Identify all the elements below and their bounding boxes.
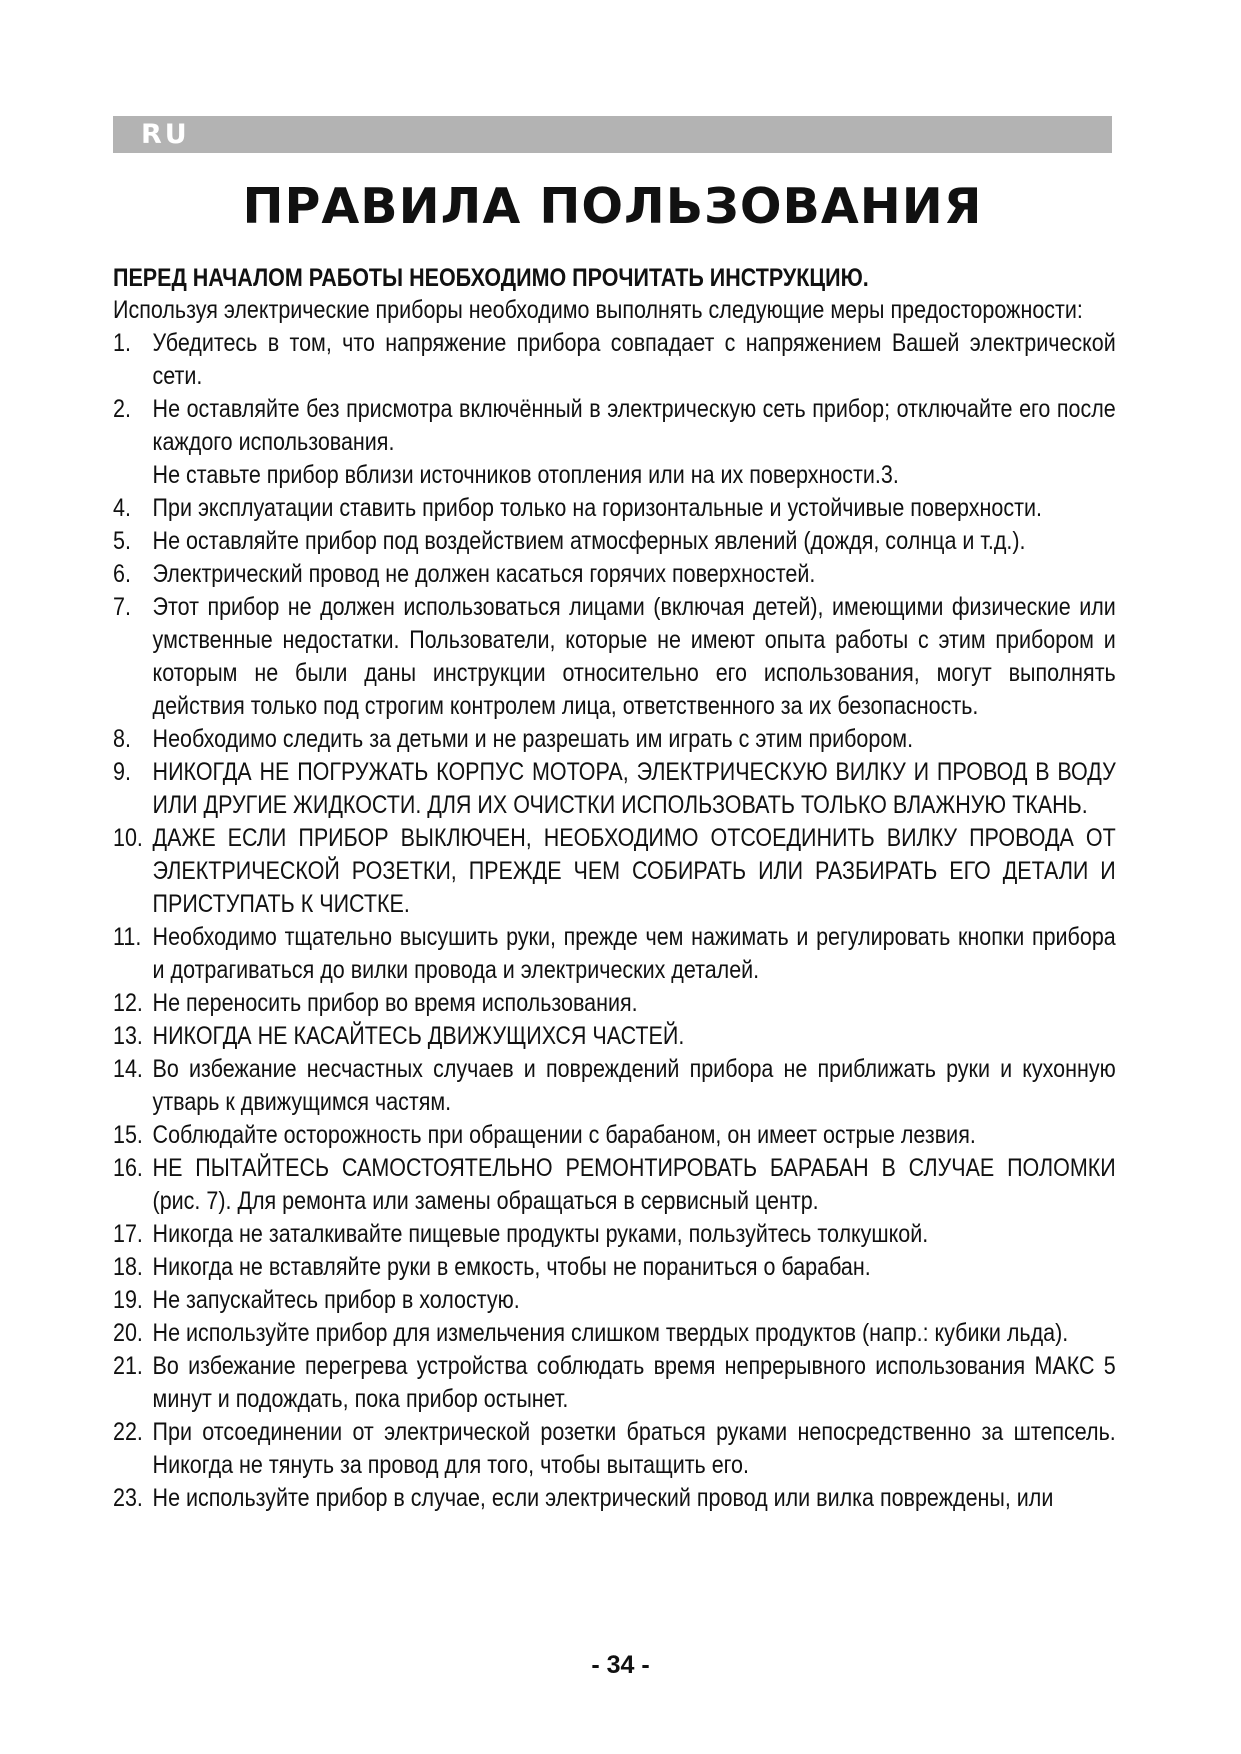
list-item: 7. Этот прибор не должен использоваться лицами (включая детей), имеющими физические или умственные недостатки. Пользователи, которые не имеют опыта работы с этим прибором и которым не были даны инструкции относительно его использования, могут выполнять действия только под строгим контролем лица, ответственного за их безопасность.: [113, 593, 1116, 720]
safety-rules-list: [113, 327, 1116, 1515]
list-item: 13. НИКОГДА НЕ КАСАЙТЕСЬ ДВИЖУЩИХСЯ ЧАСТЕЙ.: [113, 1022, 685, 1050]
list-item: 22. При отсоединении от электрической розетки браться руками непосредственно за штепсель. Никогда не тянуть за провод для того, чтобы вытащить его.: [113, 1418, 1116, 1479]
list-item: 1. Убедитесь в том, что напряжение прибора совпадает с напряжением Вашей электрической сети.: [113, 329, 1116, 390]
list-item: 2. Не оставляйте без присмотра включённый в электрическую сеть прибор; отключайте его после каждого использования.: [113, 395, 1116, 456]
list-item: 19. Не запускайтесь прибор в холостую.: [113, 1286, 520, 1314]
list-item: 8. Необходимо следить за детьми и не разрешать им играть с этим прибором.: [113, 725, 914, 753]
list-item: 12. Не переносить прибор во время использования.: [113, 989, 638, 1017]
list-item: 18. Никогда не вставляйте руки в емкость, чтобы не пораниться о барабан.: [113, 1253, 871, 1281]
list-item: 4. При эксплуатации ставить прибор только на горизонтальные и устойчивые поверхности.: [113, 494, 1042, 522]
list-item: 14. Во избежание несчастных случаев и повреждений прибора не приближать руки и кухонную утварь к движущимся частям.: [113, 1055, 1116, 1116]
list-item: 23. Не используйте прибор в случае, если электрический провод или вилка повреждены, или: [113, 1484, 1054, 1512]
intro-paragraph: Используя электрические приборы необходимо выполнять следующие меры предосторожности:: [113, 296, 1083, 324]
list-item: 11. Необходимо тщательно высушить руки, прежде чем нажимать и регулировать кнопки прибора и дотрагиваться до вилки провода и электрических деталей.: [113, 923, 1116, 984]
list-item: Не ставьте прибор вблизи источников отопления или на их поверхности.3.: [152, 461, 899, 489]
list-item: 9. НИКОГДА НЕ ПОГРУЖАТЬ КОРПУС МОТОРА, ЭЛЕКТРИЧЕСКУЮ ВИЛКУ И ПРОВОД В ВОДУ ИЛИ ДРУГИЕ ЖИДКОСТИ. ДЛЯ ИХ ОЧИСТКИ ИСПОЛЬЗОВАТЬ ТОЛЬКО ВЛАЖНУЮ ТКАНЬ.: [113, 758, 1116, 819]
page-title: ПРАВИЛА ПОЛЬЗОВАНИЯ: [242, 178, 983, 235]
lead-heading: ПЕРЕД НАЧАЛОМ РАБОТЫ НЕОБХОДИМО ПРОЧИТАТЬ ИНСТРУКЦИЮ.: [113, 264, 869, 292]
content: [113, 262, 1116, 1515]
list-item: 15. Соблюдайте осторожность при обращении с барабаном, он имеет острые лезвия.: [113, 1121, 976, 1149]
list-item: 20. Не используйте прибор для измельчения слишком твердых продуктов (напр.: кубики льда).: [113, 1319, 1069, 1347]
list-item: 17. Никогда не заталкивайте пищевые продукты руками, пользуйтесь толкушкой.: [113, 1220, 929, 1248]
page-number: - 34 -: [591, 1651, 650, 1679]
list-item: 5. Не оставляйте прибор под воздействием атмосферных явлений (дождя, солнца и т.д.).: [113, 527, 1026, 555]
list-item: 10. ДАЖЕ ЕСЛИ ПРИБОР ВЫКЛЮЧЕН, НЕОБХОДИМО ОТСОЕДИНИТЬ ВИЛКУ ПРОВОДА ОТ ЭЛЕКТРИЧЕСКОЙ РОЗЕТКИ, ПРЕЖДЕ ЧЕМ СОБИРАТЬ ИЛИ РАЗБИРАТЬ ЕГО ДЕТАЛИ И ПРИСТУПАТЬ К ЧИСТКЕ.: [113, 824, 1116, 918]
list-item: 21. Во избежание перегрева устройства соблюдать время непрерывного использования МАКС 5 минут и подождать, пока прибор остынет.: [113, 1352, 1116, 1413]
list-item: 16. НЕ ПЫТАЙТЕСЬ САМОСТОЯТЕЛЬНО РЕМОНТИРОВАТЬ БАРАБАН В СЛУЧАЕ ПОЛОМКИ (рис. 7). Для ремонта или замены обращаться в сервисный центр.: [113, 1154, 1116, 1215]
list-item: 6. Электрический провод не должен касаться горячих поверхностей.: [113, 560, 816, 588]
language-code: RU: [141, 119, 190, 150]
language-bar: [113, 116, 1112, 153]
